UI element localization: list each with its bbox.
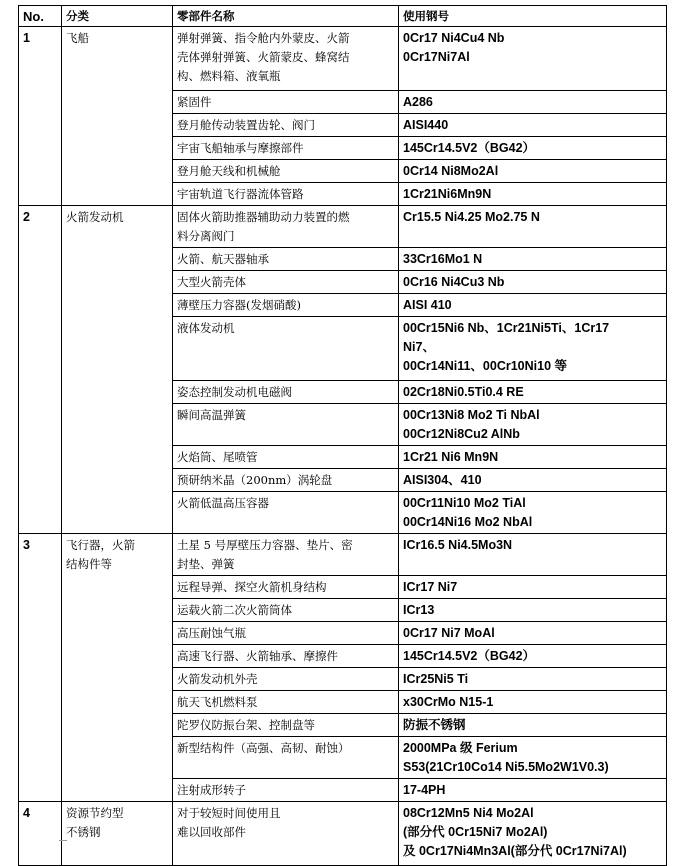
cell-line: 火箭发动机外壳	[177, 672, 258, 686]
cell-line: 火箭低温高压容器	[177, 496, 269, 510]
steel-grade-cell	[399, 137, 667, 160]
cell-line: 高压耐蚀气瓶	[177, 626, 246, 640]
cell-line: 0Cr17 Ni7 MoAl	[403, 626, 495, 640]
part-name-cell	[173, 645, 399, 668]
part-name-cell	[173, 114, 399, 137]
group-number-text: 3	[23, 538, 30, 552]
steel-grade-cell	[399, 381, 667, 404]
part-name-cell	[173, 714, 399, 737]
cell-line: 1Cr21Ni6Mn9N	[403, 187, 492, 201]
cell-line: 航天飞机燃料泵	[177, 695, 258, 709]
table-row	[19, 27, 667, 91]
cell-line: ICr16.5 Ni4.5Mo3N	[403, 538, 513, 552]
cell-line: 火焰筒、尾喷管	[177, 450, 258, 464]
steel-grades-table	[18, 5, 667, 866]
steel-grade-cell	[399, 576, 667, 599]
cell-line: 0Cr17Ni7Al	[403, 50, 470, 64]
cell-line: 壳体弹射弹簧、火箭蒙皮、蜂窝结	[177, 50, 350, 64]
cell-line: 高速飞行器、火箭轴承、摩擦件	[177, 649, 338, 663]
part-name-cell	[173, 737, 399, 779]
cell-line: 登月舱传动装置齿轮、阀门	[177, 118, 315, 132]
part-name-cell	[173, 294, 399, 317]
footer-mark	[59, 840, 67, 841]
cell-line: AISI 410	[403, 298, 452, 312]
cell-line: 大型火箭壳体	[177, 275, 246, 289]
steel-grade-cell	[399, 91, 667, 114]
cell-line: 登月舱天线和机械舱	[177, 164, 281, 178]
cell-line: 145Cr14.5V2（BG42）	[403, 141, 536, 155]
part-name-cell	[173, 317, 399, 381]
steel-grade-cell	[399, 271, 667, 294]
cell-line: 宇宙飞船轴承与摩擦部件	[177, 141, 304, 155]
cell-line: 瞬间高温弹簧	[177, 408, 246, 422]
part-name-cell	[173, 91, 399, 114]
cell-line: 陀罗仪防振台架、控制盘等	[177, 718, 315, 732]
part-name-cell	[173, 404, 399, 446]
part-name-cell	[173, 137, 399, 160]
cell-line: 姿态控制发动机电磁阀	[177, 385, 292, 399]
cell-line: 对于较短时间使用且	[177, 806, 281, 820]
group-number	[19, 27, 62, 206]
steel-grade-cell	[399, 737, 667, 779]
cell-line: 封垫、弹簧	[177, 557, 235, 571]
steel-grade-cell	[399, 317, 667, 381]
steel-grade-cell	[399, 645, 667, 668]
cell-line: 145Cr14.5V2（BG42）	[403, 649, 536, 663]
steel-grade-cell	[399, 248, 667, 271]
part-name-cell	[173, 668, 399, 691]
part-name-cell	[173, 160, 399, 183]
group-category	[62, 534, 173, 802]
cell-line: Cr15.5 Ni4.25 Mo2.75 N	[403, 210, 540, 224]
cell-line: 土星 5 号厚壁压力容器、垫片、密	[177, 538, 353, 552]
cell-line: 注射成形转子	[177, 783, 246, 797]
cell-line: x30CrMo N15-1	[403, 695, 494, 709]
cell-line: 00Cr15Ni6 Nb、1Cr21Ni5Ti、1Cr17	[403, 321, 610, 335]
cell-line: 防振不锈钢	[403, 718, 466, 732]
cell-line: 火箭发动机	[66, 210, 124, 224]
header-category: 分类	[62, 6, 173, 27]
cell-line: 02Cr18Ni0.5Ti0.4 RE	[403, 385, 524, 399]
part-name-cell	[173, 492, 399, 534]
cell-line: 不锈钢	[66, 825, 101, 839]
part-name-cell	[173, 469, 399, 492]
cell-line: 液体发动机	[177, 321, 235, 335]
part-name-cell	[173, 622, 399, 645]
part-name-cell	[173, 381, 399, 404]
part-name-cell	[173, 206, 399, 248]
cell-line: 新型结构件（高强、高韧、耐蚀）	[177, 741, 350, 755]
part-name-cell	[173, 779, 399, 802]
cell-line: 构、燃料箱、液氧瓶	[177, 69, 281, 83]
group-number	[19, 534, 62, 802]
cell-line: 飞船	[66, 31, 89, 45]
cell-line: ICr25Ni5 Ti	[403, 672, 469, 686]
cell-line: ICr13	[403, 603, 435, 617]
group-category	[62, 27, 173, 206]
cell-line: ICr17 Ni7	[403, 580, 458, 594]
steel-grade-cell	[399, 622, 667, 645]
cell-line: 薄壁压力容器(发烟硝酸)	[177, 298, 301, 312]
steel-grade-cell	[399, 183, 667, 206]
part-name-cell	[173, 691, 399, 714]
part-name-cell	[173, 534, 399, 576]
header-no: No.	[19, 6, 62, 27]
group-category	[62, 206, 173, 534]
steel-grade-cell	[399, 27, 667, 91]
cell-line: 远程导弹、探空火箭机身结构	[177, 580, 327, 594]
cell-line: 00Cr11Ni10 Mo2 TiAl	[403, 496, 526, 510]
steel-grade-cell	[399, 404, 667, 446]
table-row	[19, 206, 667, 248]
steel-grade-cell	[399, 802, 667, 866]
steel-grade-cell	[399, 492, 667, 534]
cell-line: 火箭、航天器轴承	[177, 252, 269, 266]
cell-line: 00Cr14Ni16 Mo2 NbAl	[403, 515, 533, 529]
cell-line: 及 0Cr17Ni4Mn3Al(部分代 0Cr17Ni7Al)	[403, 844, 627, 858]
part-name-cell	[173, 802, 399, 866]
steel-grade-cell	[399, 534, 667, 576]
group-category	[62, 802, 173, 866]
part-name-cell	[173, 183, 399, 206]
cell-line: 00Cr14Ni11、00Cr10Ni10 等	[403, 359, 567, 373]
steel-grade-cell	[399, 599, 667, 622]
group-number	[19, 206, 62, 534]
steel-grade-cell	[399, 446, 667, 469]
table-row	[19, 802, 667, 866]
cell-line: (部分代 0Cr15Ni7 Mo2Al)	[403, 825, 548, 839]
steel-grade-cell	[399, 160, 667, 183]
group-number-text: 1	[23, 31, 30, 45]
cell-line: 难以回收部件	[177, 825, 246, 839]
steel-grade-cell	[399, 714, 667, 737]
cell-line: 运载火箭二次火箭筒体	[177, 603, 292, 617]
cell-line: 00Cr13Ni8 Mo2 Ti NbAl	[403, 408, 540, 422]
cell-line: 17-4PH	[403, 783, 446, 797]
cell-line: 0Cr14 Ni8Mo2Al	[403, 164, 499, 178]
steel-grade-cell	[399, 114, 667, 137]
part-name-cell	[173, 599, 399, 622]
header-row	[19, 6, 667, 27]
cell-line: AISI440	[403, 118, 449, 132]
cell-line: 料分离阀门	[177, 229, 235, 243]
steel-grade-cell	[399, 668, 667, 691]
cell-line: 33Cr16Mo1 N	[403, 252, 483, 266]
part-name-cell	[173, 446, 399, 469]
cell-line: 0Cr17 Ni4Cu4 Nb	[403, 31, 505, 45]
table-row	[19, 534, 667, 576]
cell-line: 00Cr12Ni8Cu2 AlNb	[403, 427, 520, 441]
steel-grade-cell	[399, 294, 667, 317]
cell-line: 预研纳米晶（200nm）涡轮盘	[177, 473, 333, 487]
cell-line: 固体火箭助推器辅助动力装置的燃	[177, 210, 350, 224]
part-name-cell	[173, 248, 399, 271]
steel-grade-cell	[399, 206, 667, 248]
part-name-cell	[173, 271, 399, 294]
cell-line: 2000MPa 级 Ferium	[403, 741, 518, 755]
steel-grade-cell	[399, 779, 667, 802]
cell-line: 0Cr16 Ni4Cu3 Nb	[403, 275, 505, 289]
cell-line: 资源节约型	[66, 806, 124, 820]
cell-line: 紧固件	[177, 95, 212, 109]
header-part-name: 零部件名称	[173, 6, 399, 27]
part-name-cell	[173, 27, 399, 91]
cell-line: 结构件等	[66, 557, 112, 571]
group-number-text: 4	[23, 806, 30, 820]
cell-line: 飞行器，火箭	[66, 538, 135, 552]
part-name-cell	[173, 576, 399, 599]
cell-line: S53(21Cr10Co14 Ni5.5Mo2W1V0.3)	[403, 760, 609, 774]
steel-grade-cell	[399, 469, 667, 492]
steel-grade-cell	[399, 691, 667, 714]
header-steel-grade: 使用钢号	[399, 6, 667, 27]
cell-line: Ni7、	[403, 340, 435, 354]
cell-line: AISI304、410	[403, 473, 482, 487]
group-number-text: 2	[23, 210, 30, 224]
group-number	[19, 802, 62, 866]
cell-line: 弹射弹簧、指令舱内外蒙皮、火箭	[177, 31, 350, 45]
cell-line: 宇宙轨道飞行器流体管路	[177, 187, 304, 201]
cell-line: 1Cr21 Ni6 Mn9N	[403, 450, 499, 464]
cell-line: A286	[403, 95, 433, 109]
cell-line: 08Cr12Mn5 Ni4 Mo2Al	[403, 806, 534, 820]
